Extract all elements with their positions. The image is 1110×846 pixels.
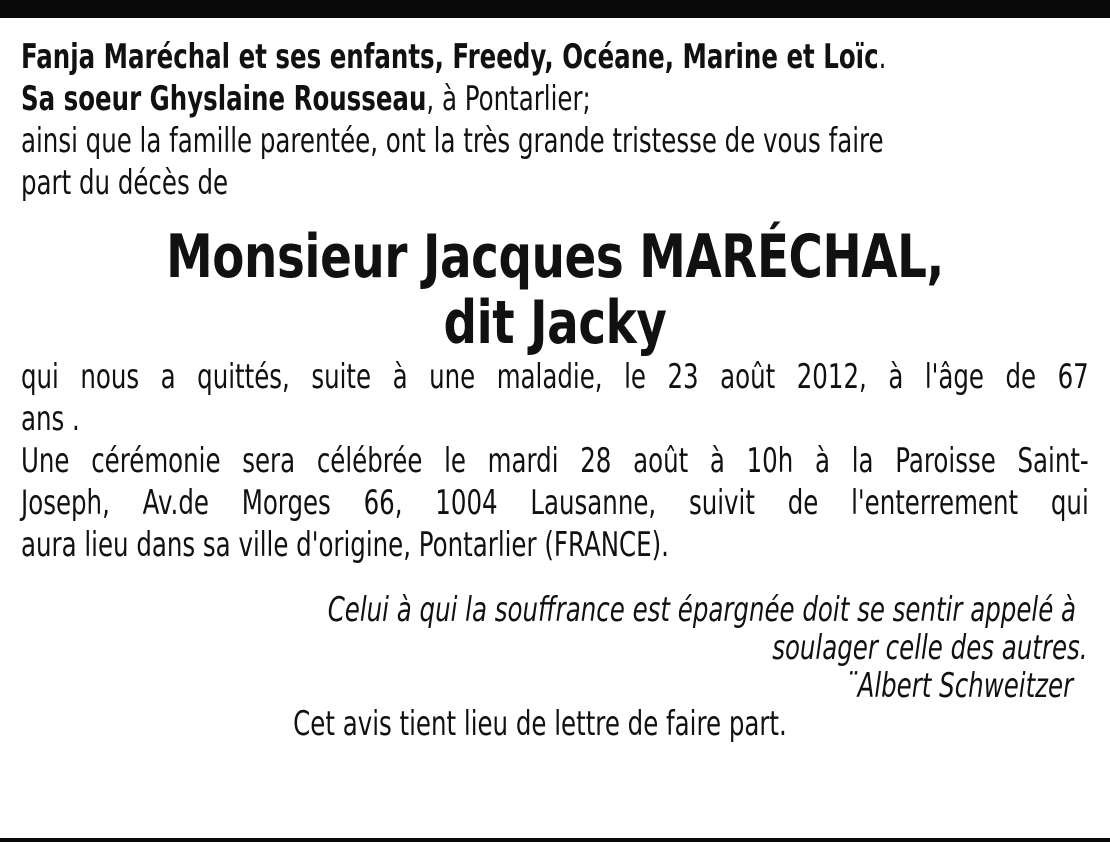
sister-location: , à Pontarlier; [426, 79, 591, 119]
family-line-end: . [878, 37, 887, 77]
notice-body [21, 356, 1089, 566]
sister-name: Sa soeur Ghyslaine Rousseau [21, 79, 427, 119]
quote-author: ¨Albert Schweitzer [845, 666, 1074, 706]
obituary-notice [21, 36, 1089, 743]
closing-note: Cet avis tient lieu de lettre de faire part. [293, 704, 787, 744]
deceased-name-block [21, 224, 1089, 356]
body-line-4: Joseph, Av.de Morges 66, 1004 Lausanne, suivit de l'enterrement qui [21, 483, 1089, 523]
intro-line-1: ainsi que la famille parentée, ont la très grande tristesse de vous faire [21, 121, 884, 161]
bottom-border-rule [0, 838, 1110, 842]
body-line-3: Une cérémonie sera célébrée le mardi 28 août à 10h à la Paroisse Saint- [21, 441, 1089, 481]
deceased-nickname: dit Jacky [443, 288, 667, 358]
family-names: Fanja Maréchal et ses enfants, Freedy, Océane, Marine et Loïc [21, 37, 879, 77]
body-line-1: qui nous a quittés, suite à une maladie, le 23 août 2012, à l'âge de 67 [21, 357, 1089, 397]
body-line-2: ans . [21, 399, 80, 439]
quote-line-1: Celui à qui la souffrance est épargnée doit se sentir appelé à [327, 590, 1077, 630]
top-border-rule [0, 0, 1110, 18]
intro-line-2: part du décès de [21, 163, 229, 203]
body-line-5: aura lieu dans sa ville d'origine, Pontarlier (FRANCE). [21, 525, 669, 565]
deceased-name: Monsieur Jacques MARÉCHAL, [166, 222, 944, 292]
quote-block [21, 591, 1089, 705]
quote-line-2: soulager celle des autres. [772, 628, 1088, 668]
family-line [21, 36, 887, 78]
sister-line [21, 78, 790, 120]
